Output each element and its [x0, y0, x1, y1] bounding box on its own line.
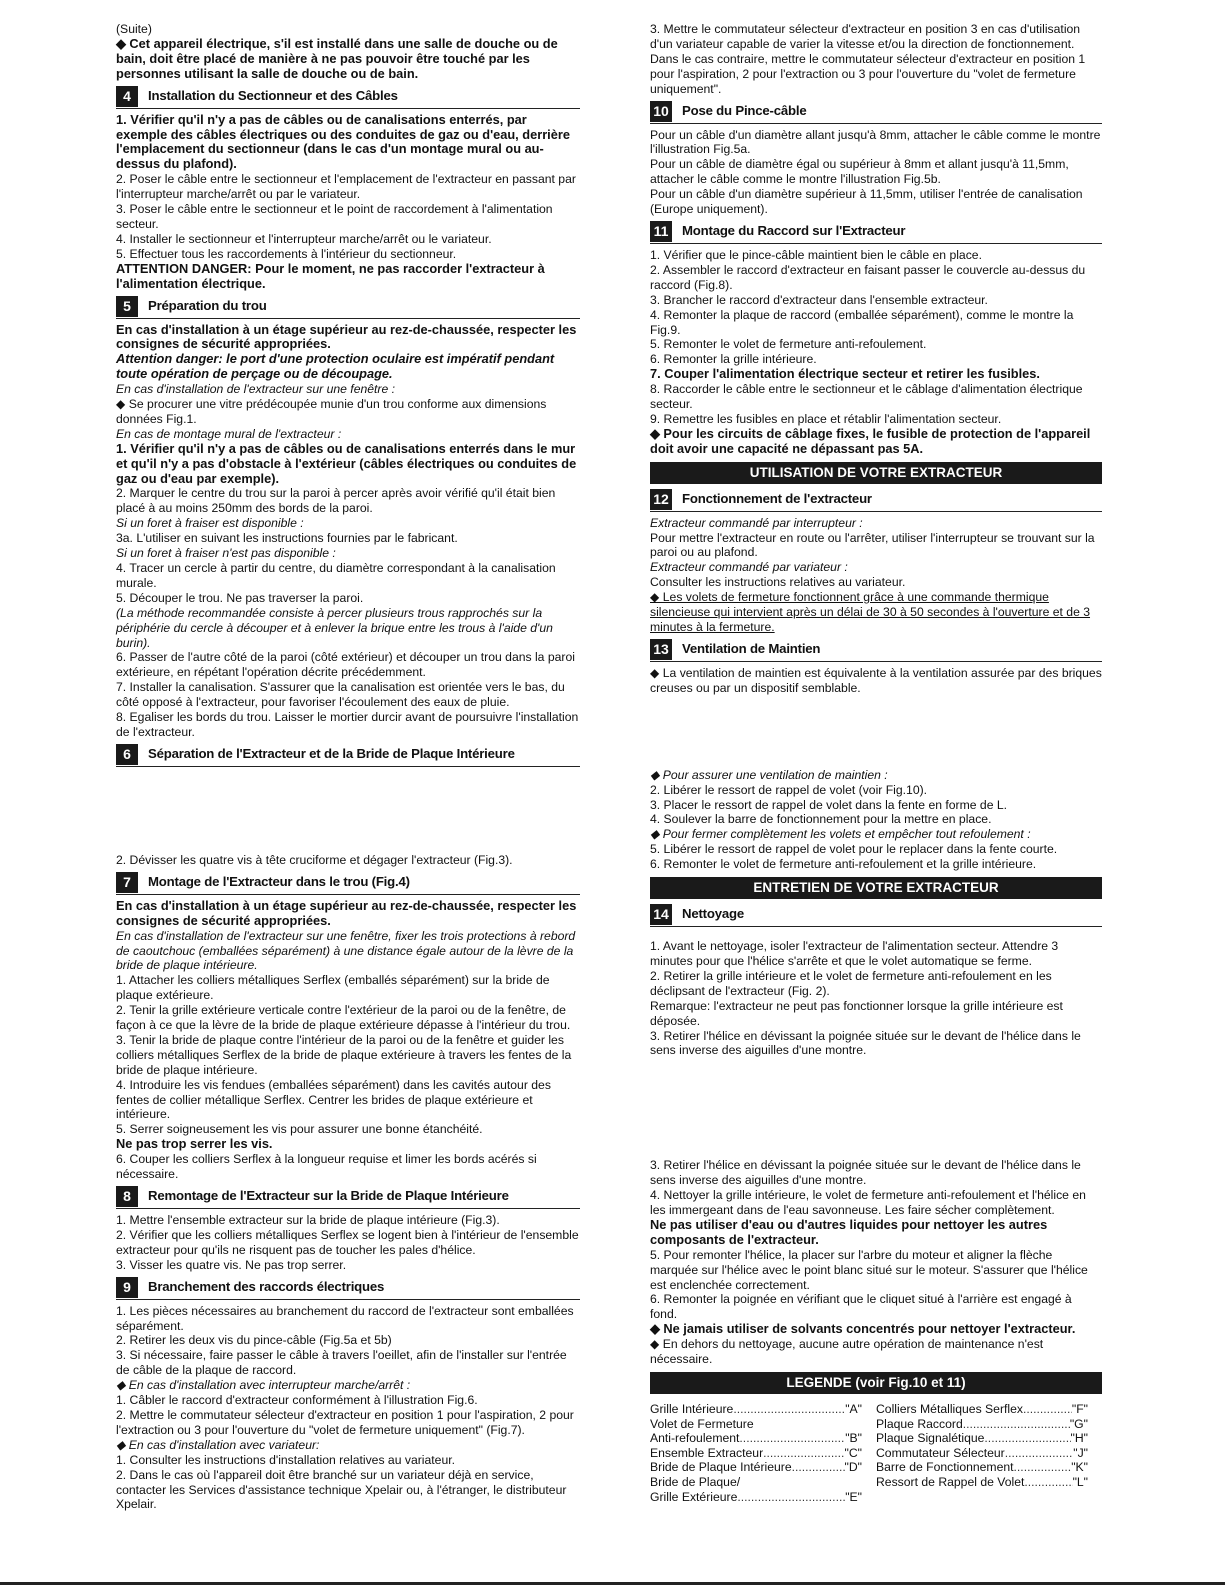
- figure-space: [650, 931, 1102, 939]
- paragraph: 8. Egaliser les bords du trou. Laisser le mortier durcir avant de poursuivre l'installation de l'extracteur.: [116, 710, 579, 739]
- legend-code: "L": [1072, 1474, 1088, 1489]
- paragraph: 2. Libérer le ressort de rappel de volet (voir Fig.10).: [650, 782, 928, 797]
- right-column: [650, 22, 1102, 1504]
- paragraph: 1. Mettre l'ensemble extracteur sur la bride de plaque intérieure (Fig.3).: [116, 1213, 500, 1227]
- legend-code: "H": [1070, 1431, 1088, 1446]
- paragraph: ◆ Pour fermer complètement les volets et empêcher tout refoulement :: [650, 827, 1031, 842]
- section-title: Branchement des raccords électriques: [148, 1278, 385, 1294]
- paragraph: 9. Remettre les fusibles en place et rétablir l'alimentation secteur.: [650, 411, 1002, 426]
- figure-space: [650, 696, 1102, 768]
- legend-row: [650, 1417, 862, 1432]
- section-title: Ventilation de Maintien: [682, 640, 821, 656]
- figure-space: [650, 1058, 1102, 1158]
- section-heading-8: [116, 1185, 580, 1209]
- section-number-badge: 10: [650, 101, 672, 122]
- section-title: Préparation du trou: [148, 297, 267, 313]
- legend-row: [876, 1417, 1088, 1432]
- paragraph: 4. Introduire les vis fendues (emballées séparément) dans les cavités autour des fentes de collier métallique Serflex. Centrer les brides de plaque extérieure et intérieure.: [116, 1077, 551, 1122]
- section-number-badge: 6: [116, 744, 138, 765]
- paragraph: ◆ En cas d'installation avec variateur:: [116, 1437, 320, 1452]
- paragraph: Si un foret à fraiser n'est pas disponible :: [116, 546, 336, 561]
- paragraph: ◆ La ventilation de maintien est équivalente à la ventilation assurée par des briques creuses ou par un dispositif semblable.: [650, 665, 1102, 695]
- legend-row: [650, 1431, 862, 1446]
- paragraph: 5. Serrer soigneusement les vis pour assurer une bonne étanchéité.: [116, 1122, 483, 1137]
- legend-name: Volet de Fermeture: [650, 1416, 754, 1431]
- legend-code: "G": [1069, 1416, 1088, 1431]
- section-title: Installation du Sectionneur et des Câbles: [148, 87, 398, 103]
- paragraph: 3. Mettre le commutateur sélecteur d'extracteur en position 3 en cas d'utilisation d'un variateur capable de varier la vitesse et/ou la direction de fonctionnement. Dans le cas contraire, mettre le commutateur sélecteur d'extracteur en position 1 pour l'aspiration, 2 pour l'extraction ou 3 pour l'ouverture du "volet de fermeture uniquement".: [650, 22, 1086, 96]
- legend-column-left: [650, 1402, 876, 1504]
- paragraph: 4. Tracer un cercle à partir du centre, du diamètre correspondant à la canalisation murale.: [116, 561, 556, 590]
- paragraph: Pour un câble de diamètre égal ou supérieur à 8mm et allant jusqu'à 11,5mm, attacher le câble comme le montre l'illustration Fig.5b.: [650, 157, 1069, 187]
- paragraph: 4. Nettoyer la grille intérieure, le volet de fermeture anti-refoulement et l'hélice en les immergeant dans de l'eau savonneuse. Les faire sécher complètement.: [650, 1188, 1086, 1218]
- paragraph: 2. Dévisser les quatre vis à tête cruciforme et dégager l'extracteur (Fig.3).: [116, 852, 513, 867]
- paragraph: 6. Remonter la poignée en vérifiant que le cliquet situé à l'arrière est engagé à fond.: [650, 1292, 1072, 1322]
- legend-code: "F": [1071, 1402, 1088, 1416]
- section-number-badge: 11: [650, 221, 672, 242]
- paragraph: 3. Si nécessaire, faire passer le câble à travers l'oeillet, afin de l'installer sur l'entrée de câble de la plaque de raccord.: [116, 1348, 567, 1378]
- section-heading-4: [116, 85, 580, 109]
- legend-row: [650, 1475, 862, 1490]
- legend-name: Bride de Plaque Intérieure: [650, 1460, 792, 1475]
- section-title: Nettoyage: [682, 906, 744, 922]
- section-banner: ENTRETIEN DE VOTRE EXTRACTEUR: [650, 877, 1102, 899]
- legend-name: Commutateur Sélecteur: [876, 1445, 1005, 1460]
- legend-leader-dots: [1024, 1475, 1072, 1490]
- paragraph: En cas d'installation de l'extracteur sur une fenêtre, fixer les trois protections à rebord de caoutchouc (emballées séparément) à une distance égale autour de la lèvre de la bride de plaque intérieure.: [116, 928, 576, 973]
- paragraph: 2. Mettre le commutateur sélecteur d'extracteur en position 1 pour l'aspiration, 2 pour l'extraction ou 3 pour l'ouverture du "volet de fermeture uniquement" (Fig.7).: [116, 1407, 574, 1437]
- legend-row: [876, 1446, 1088, 1461]
- legend-code: "B": [845, 1431, 862, 1446]
- paragraph: 7. Installer la canalisation. S'assurer que la canalisation est orientée vers le bas, du côté opposé à l'extracteur, pour favoriser l'écoulement des eaux de pluie.: [116, 680, 565, 710]
- section-title: Fonctionnement de l'extracteur: [682, 490, 872, 506]
- section-banner: UTILISATION DE VOTRE EXTRACTEUR: [650, 462, 1102, 484]
- section-title: Pose du Pince-câble: [682, 102, 807, 118]
- legend-code: "K": [1071, 1460, 1088, 1475]
- paragraph: ◆ En cas d'installation avec interrupteur marche/arrêt :: [116, 1378, 411, 1393]
- paragraph: 2. Vérifier que les colliers métalliques Serflex se logent bien à l'intérieur de l'ensemble extracteur pour qu'ils ne risquent pas de toucher les pales d'hélice.: [116, 1227, 579, 1257]
- paragraph: 3. Retirer l'hélice en dévissant la poignée située sur le devant de l'hélice dans le sens inverse des aiguilles d'une montre.: [650, 1158, 1081, 1188]
- legend-leader-dots: [1014, 1460, 1072, 1475]
- paragraph: 5. Pour remonter l'hélice, la placer sur l'arbre du moteur et aligner la flèche marquée sur l'hélice avec le point blanc situé sur le moteur. S'assurer que l'hélice est enclenchée correctement.: [650, 1247, 1088, 1292]
- paragraph: 2. Tenir la grille extérieure verticale contre l'extérieur de la paroi ou de la fenêtre, de façon à ce que la lèvre de la bride de plaque extérieure dépasse à l'intérieur du trou.: [116, 1003, 571, 1033]
- legend-code: "A": [845, 1402, 862, 1416]
- paragraph: 8. Raccorder le câble entre le sectionneur et le câblage d'alimentation électrique secteur.: [650, 382, 1083, 412]
- paragraph: 1. Vérifier que le pince-câble maintient bien le câble en place.: [650, 247, 982, 262]
- legend-leader-dots: [984, 1431, 1070, 1446]
- paragraph: En cas d'installation à un étage supérieur au rez-de-chaussée, respecter les consignes de sécurité appropriées.: [116, 321, 577, 352]
- paragraph: Pour mettre l'extracteur en route ou l'arrêter, utiliser l'interrupteur se trouvant sur la paroi ou au plafond.: [650, 530, 1095, 560]
- section-heading-14: [650, 903, 1102, 927]
- paragraph: 2. Poser le câble entre le sectionneur et l'emplacement de l'extracteur en passant par l'interrupteur marche/arrêt ou par le variateur.: [116, 172, 576, 202]
- legend-name: Plaque Raccord: [876, 1416, 963, 1431]
- paragraph: 3. Visser les quatre vis. Ne pas trop serrer.: [116, 1257, 347, 1272]
- paragraph: Remarque: l'extracteur ne peut pas fonctionner lorsque la grille intérieure est déposée.: [650, 998, 1063, 1028]
- paragraph: ◆ Pour assurer une ventilation de maintien :: [650, 767, 888, 782]
- section-banner: LEGENDE (voir Fig.10 et 11): [650, 1372, 1102, 1394]
- legend-name: Barre de Fonctionnement: [876, 1460, 1014, 1475]
- paragraph: 6. Couper les colliers Serflex à la longueur requise et limer les bords acérés si nécessaire.: [116, 1152, 537, 1182]
- paragraph: Si un foret à fraiser est disponible :: [116, 516, 304, 531]
- paragraph: 4. Installer le sectionneur et l'interrupteur marche/arrêt ou le variateur.: [116, 231, 492, 246]
- legend-row: [650, 1402, 862, 1417]
- section-heading-6: [116, 743, 580, 767]
- paragraph: 1. Avant le nettoyage, isoler l'extracteur de l'alimentation secteur. Attendre 3 minutes pour que l'hélice s'arrête et que le volet automatique se ferme.: [650, 939, 1059, 968]
- legend-column-right: [876, 1402, 1102, 1504]
- section-heading-7: [116, 871, 580, 895]
- paragraph: 6. Remonter la grille intérieure.: [650, 352, 817, 367]
- legend-leader-dots: [1023, 1402, 1072, 1417]
- paragraph: ATTENTION DANGER: Pour le moment, ne pas raccorder l'extracteur à l'alimentation électrique.: [116, 260, 545, 291]
- paragraph: ◆ Ne jamais utiliser de solvants concentrés pour nettoyer l'extracteur.: [650, 1321, 1076, 1337]
- paragraph: En cas de montage mural de l'extracteur :: [116, 426, 342, 441]
- legend-leader-dots: [737, 1490, 845, 1505]
- paragraph: Extracteur commandé par variateur :: [650, 560, 848, 575]
- legend-name: Grille Extérieure: [650, 1489, 738, 1504]
- paragraph: 1. Vérifier qu'il n'y a pas de câbles ou de canalisations enterrés, par exemple des câbles électriques ou des conduites de gaz ou d'eau, derrière l'emplacement du sectionneur (dans le cas d'un montage mural ou au-dessus du plafond).: [116, 111, 570, 172]
- paragraph: 2. Dans le cas où l'appareil doit être branché sur un variateur déjà en service, contacter les Services d'assistance technique Xpelair ou, à l'étranger, le distributeur Xpelair.: [116, 1467, 567, 1512]
- paragraph: 5. Découper le trou. Ne pas traverser la paroi.: [116, 590, 364, 605]
- paragraph: 5. Libérer le ressort de rappel de volet pour le replacer dans la fente courte.: [650, 842, 1058, 857]
- legend-row: [650, 1490, 862, 1505]
- paragraph: 3. Tenir la bride de plaque contre l'intérieur de la paroi ou de la fenêtre et guider les colliers métalliques Serflex de la bride de plaque extérieure à travers les fentes de la bride de plaque intérieure.: [116, 1032, 572, 1077]
- paragraph: Pour un câble d'un diamètre allant jusqu'à 8mm, attacher le câble comme le montre l'illustration Fig.5a.: [650, 127, 1101, 157]
- section-heading-12: [650, 488, 1102, 512]
- legend-leader-dots: [733, 1402, 845, 1417]
- left-column: [116, 22, 580, 1512]
- legend-name: Bride de Plaque/: [650, 1474, 741, 1489]
- legend-leader-dots: [963, 1417, 1070, 1432]
- paragraph: 5. Remonter le volet de fermeture anti-refoulement.: [650, 337, 927, 352]
- paragraph: En cas d'installation de l'extracteur sur une fenêtre :: [116, 382, 396, 397]
- section-number-badge: 8: [116, 1186, 138, 1207]
- legend-leader-dots: [763, 1446, 844, 1461]
- paragraph: 3. Brancher le raccord d'extracteur dans l'ensemble extracteur.: [650, 292, 988, 307]
- section-heading-13: [650, 638, 1102, 662]
- legend-row: [876, 1460, 1088, 1475]
- section-title: Montage de l'Extracteur dans le trou (Fig.4): [148, 873, 410, 889]
- legend-row: [876, 1431, 1088, 1446]
- legend-code: "E": [845, 1489, 862, 1504]
- paragraph: 1. Les pièces nécessaires au branchement du raccord de l'extracteur sont emballées séparément.: [116, 1303, 574, 1333]
- section-heading-10: [650, 100, 1102, 124]
- paragraph: Ne pas trop serrer les vis.: [116, 1136, 273, 1152]
- paragraph: Pour un câble d'un diamètre supérieur à 11,5mm, utiliser l'entrée de canalisation (Europe uniquement).: [650, 187, 1083, 217]
- section-title: Montage du Raccord sur l'Extracteur: [682, 223, 906, 239]
- legend-name: Anti-refoulement: [650, 1431, 740, 1446]
- legend-name: Ressort de Rappel de Volet: [876, 1474, 1025, 1489]
- legend-leader-dots: [792, 1460, 845, 1475]
- paragraph: (Suite): [116, 22, 152, 36]
- legend-name: Grille Intérieure: [650, 1402, 734, 1416]
- paragraph: 6. Passer de l'autre côté de la paroi (côté extérieur) et découper un trou dans la paroi extérieure, en répétant l'opération décrite précédemment.: [116, 650, 575, 680]
- section-heading-11: [650, 220, 1102, 244]
- legend-name: Colliers Métalliques Serflex: [876, 1402, 1023, 1416]
- paragraph: 1. Câbler le raccord d'extracteur conformément à l'illustration Fig.6.: [116, 1393, 478, 1408]
- paragraph: 5. Effectuer tous les raccordements à l'intérieur du sectionneur.: [116, 246, 457, 261]
- paragraph: 7. Couper l'alimentation électrique secteur et retirer les fusibles.: [650, 366, 1040, 382]
- legend-name: Plaque Signalétique: [876, 1431, 985, 1446]
- paragraph: 2. Retirer les deux vis du pince-câble (Fig.5a et 5b): [116, 1333, 392, 1348]
- paragraph: ◆ Cet appareil électrique, s'il est installé dans une salle de douche ou de bain, doit être placé de manière à ne pas pouvoir être touché par les personnes utilisant la salle de douche ou de bain.: [116, 35, 558, 81]
- legend-name: Ensemble Extracteur: [650, 1445, 764, 1460]
- paragraph: Ne pas utiliser d'eau ou d'autres liquides pour nettoyer les autres composants de l'extracteur.: [650, 1216, 1048, 1247]
- paragraph: ◆ Les volets de fermeture fonctionnent grâce à une commande thermique silencieuse qui intervient après un délai de 30 à 50 secondes à l'ouverture et de 3 minutes à la fermeture.: [650, 590, 1091, 634]
- section-number-badge: 4: [116, 86, 138, 107]
- paragraph: 2. Marquer le centre du trou sur la paroi à percer après avoir vérifié qu'il était bien placé à au moins 250mm des bords de la paroi.: [116, 486, 556, 516]
- paragraph: 3. Poser le câble entre le sectionneur et le point de raccordement à l'alimentation secteur.: [116, 202, 553, 231]
- paragraph: 3. Placer le ressort de rappel de volet dans la fente en forme de L.: [650, 797, 1008, 812]
- legend-row: [650, 1460, 862, 1475]
- figure-space: [116, 771, 580, 853]
- section-number-badge: 5: [116, 296, 138, 317]
- paragraph: 3a. L'utiliser en suivant les instructions fournies par le fabricant.: [116, 531, 458, 546]
- paragraph: 1. Consulter les instructions d'installation relatives au variateur.: [116, 1452, 456, 1467]
- paragraph: 4. Soulever la barre de fonctionnement pour la mettre en place.: [650, 812, 992, 827]
- legend-row: [876, 1402, 1088, 1417]
- paragraph: Attention danger: le port d'une protection oculaire est impératif pendant toute opération de perçage ou de découpage.: [116, 351, 555, 382]
- paragraph: ◆ Se procurer une vitre prédécoupée munie d'un trou conforme aux dimensions données Fig.1.: [116, 397, 547, 426]
- paragraph: 2. Assembler le raccord d'extracteur en faisant passer le couvercle au-dessus du raccord (Fig.8).: [650, 262, 1086, 292]
- paragraph: (La méthode recommandée consiste à percer plusieurs trous rapprochés sur la périphérie du cercle à découper et à enlever la brique entre les trous à l'aide d'un burin).: [116, 605, 553, 650]
- section-heading-9: [116, 1276, 580, 1300]
- paragraph: 3. Retirer l'hélice en dévissant la poignée située sur le devant de l'hélice dans le sens inverse des aiguilles d'une montre.: [650, 1028, 1081, 1058]
- legend-row: [876, 1475, 1088, 1490]
- legend-code: "J": [1073, 1445, 1088, 1460]
- paragraph: ◆ Pour les circuits de câblage fixes, le fusible de protection de l'appareil doit avoir une capacité ne dépassant pas 5A.: [650, 425, 1091, 456]
- section-number-badge: 14: [650, 904, 672, 925]
- legend-row: [650, 1446, 862, 1461]
- paragraph: Extracteur commandé par interrupteur :: [650, 515, 863, 530]
- section-number-badge: 7: [116, 872, 138, 893]
- paragraph: 4. Remonter la plaque de raccord (emballée séparément), comme le montre la Fig.9.: [650, 307, 1074, 337]
- legend-code: "C": [844, 1445, 862, 1460]
- paragraph: 2. Retirer la grille intérieure et le volet de fermeture anti-refoulement en les déclipsant de l'extracteur (Fig. 2).: [650, 968, 1052, 998]
- legend-leader-dots: [739, 1431, 845, 1446]
- legend-code: "D": [844, 1460, 862, 1475]
- paragraph: 1. Attacher les colliers métalliques Serflex (emballés séparément) sur la bride de plaque extérieure.: [116, 973, 550, 1003]
- legend-table: [650, 1402, 1102, 1504]
- section-title: Remontage de l'Extracteur sur la Bride de Plaque Intérieure: [148, 1188, 509, 1204]
- legend-leader-dots: [1005, 1446, 1074, 1461]
- section-number-badge: 9: [116, 1277, 138, 1298]
- paragraph: 6. Remonter le volet de fermeture anti-refoulement et la grille intérieure.: [650, 857, 1037, 872]
- paragraph: En cas d'installation à un étage supérieur au rez-de-chaussée, respecter les consignes de sécurité appropriées.: [116, 897, 577, 928]
- section-heading-5: [116, 295, 580, 319]
- paragraph: 1. Vérifier qu'il n'y a pas de câbles ou de canalisations enterrés dans le mur et qu'il n'y a pas d'obstacle à l'extérieur (câbles électriques ou conduites de gaz ou d'eau par exemple).: [116, 440, 577, 486]
- section-title: Séparation de l'Extracteur et de la Bride de Plaque Intérieure: [148, 745, 515, 761]
- paragraph: Consulter les instructions relatives au variateur.: [650, 575, 906, 590]
- section-number-badge: 12: [650, 489, 672, 510]
- section-number-badge: 13: [650, 639, 672, 660]
- paragraph: ◆ En dehors du nettoyage, aucune autre opération de maintenance n'est nécessaire.: [650, 1337, 1044, 1367]
